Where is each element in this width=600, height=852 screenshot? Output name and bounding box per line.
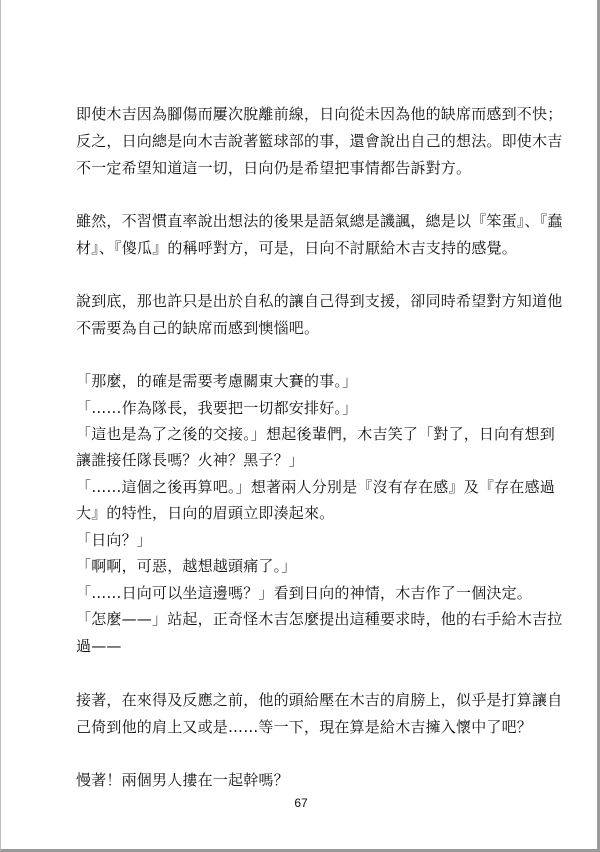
dialogue-line: 「這也是為了之後的交接。」想起後輩們，木吉笑了「對了，日向有想到 xyxy=(76,425,555,443)
text-line: 慢著！兩個男人摟在一起幹嗎？ xyxy=(76,771,289,789)
text-line: 不需要為自己的缺席而感到懊惱吧。 xyxy=(76,319,320,337)
text-line: 雖然，不習慣直率說出想法的後果是語氣總是譏諷，總是以『笨蛋』、『蠢 xyxy=(76,212,563,230)
dialogue-line: 「怎麼——」站起，正奇怪木吉怎麼提出這種要求時，他的右手給木吉拉 xyxy=(76,610,563,628)
dialogue-line: 「……這個之後再算吧。」想著兩人分別是『沒有存在感』及『存在感過 xyxy=(76,478,555,496)
dialogue-line: 「……日向可以坐這邊嗎？」看到日向的神情，木吉作了一個決定。 xyxy=(76,584,533,602)
dialogue-line: 「那麼，的確是需要考慮關東大賽的事。」 xyxy=(76,372,358,390)
dialogue-line: 過—— xyxy=(76,637,122,655)
dialogue-line: 大』的特性，日向的眉頭立即湊起來。 xyxy=(76,504,335,522)
text-line: 材』、『傻瓜』的稱呼對方，可是，日向不討厭給木吉支持的感覺。 xyxy=(76,239,518,257)
text-line: 即使木吉因為腳傷而屢次脫離前線，日向從未因為他的缺席而感到不快； xyxy=(76,105,563,123)
dialogue-line: 「……作為隊長，我要把一切都安排好。」 xyxy=(76,399,358,417)
text-line: 接著，在來得及反應之前，他的頭給壓在木吉的肩膀上，似乎是打算讓自 xyxy=(76,691,563,709)
dialogue-line: 「啊啊，可惡，越想越頭痛了。」 xyxy=(76,557,297,575)
dialogue-line: 「日向？」 xyxy=(76,531,153,549)
text-line: 不一定希望知道這一切，日向仍是希望把事情都告訴對方。 xyxy=(76,159,472,177)
text-line: 己倚到他的肩上又或是……等一下，現在算是給木吉擁入懷中了吧？ xyxy=(76,718,533,736)
text-line: 反之，日向總是向木吉說著籃球部的事，還會說出自己的想法。即使木吉 xyxy=(76,132,563,150)
dialogue-line: 讓誰接任隊長嗎？火神？黑子？」 xyxy=(76,451,305,469)
page-number: 67 xyxy=(294,796,308,810)
text-line: 說到底，那也許只是出於自私的讓自己得到支援，卻同時希望對方知道他 xyxy=(76,292,563,310)
